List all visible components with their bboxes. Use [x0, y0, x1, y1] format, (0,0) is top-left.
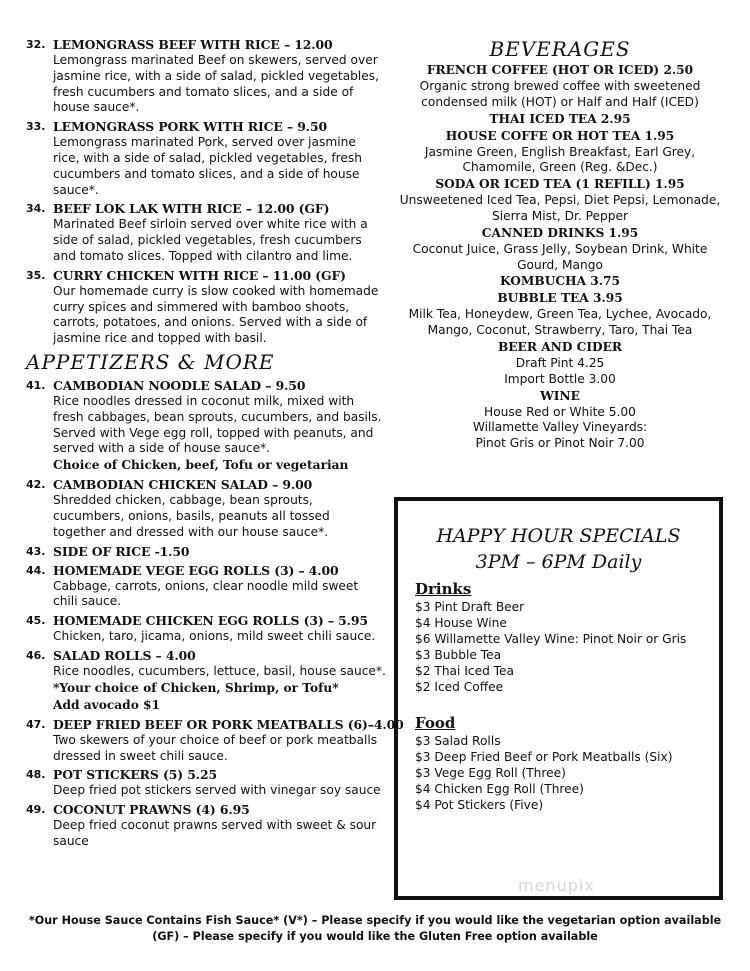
- happy-hour-drink: $4 House Wine: [415, 616, 507, 630]
- item-body: [53, 647, 386, 714]
- beverage-item: [394, 62, 726, 111]
- item-body: [53, 716, 404, 765]
- item-description: Lemongrass marinated Beef on skewers, served over jasmine rice, with a side of salad, pickled vegetables, fresh cucumbers and tomato slices, and a side of house sauce*.: [53, 53, 380, 115]
- item-description: Two skewers of your choice of beef or pork meatballs dressed in sweet chili sauce.: [53, 732, 378, 763]
- happy-hour-drink: $2 Iced Coffee: [415, 680, 504, 694]
- item-option-note: Choice of Chicken, beef, Tofu or vegetarian: [53, 458, 349, 473]
- happy-hour-food: [415, 733, 719, 813]
- item-title: HOMEMADE VEGE EGG ROLLS (3) – 4.00: [53, 562, 339, 578]
- watermark-logo: menupix: [518, 876, 595, 895]
- beverage-description: Organic strong brewed coffee with sweetened: [419, 79, 701, 93]
- item-number: 33.: [26, 120, 46, 134]
- beverage-description: Sierra Mist, Dr. Pepper: [492, 208, 628, 223]
- menu-item: [26, 267, 386, 347]
- item-title: LEMONGRASS BEEF WITH RICE – 12.00: [53, 37, 333, 52]
- menu-item: [26, 562, 386, 611]
- beverage-title: FRENCH COFFEE (HOT OR ICED) 2.50: [426, 63, 694, 77]
- footer-notes: [0, 913, 750, 945]
- happy-hour-title: HAPPY HOUR SPECIALS: [436, 525, 681, 547]
- item-title: CAMBODIAN CHICKEN SALAD – 9.00: [53, 477, 313, 493]
- menu-item: [26, 716, 404, 765]
- beverage-title: CANNED DRINKS 1.95: [481, 225, 639, 240]
- beverage-description: Coconut Juice, Grass Jelly, Soybean Drink, White: [412, 241, 708, 256]
- happy-hour-drink: $6 Willamette Valley Wine: Pinot Noir or Gris: [415, 632, 687, 646]
- item-title: HOMEMADE CHICKEN EGG ROLLS (3) – 5.95: [53, 613, 368, 629]
- beverage-item: [394, 339, 726, 388]
- beverage-item: [394, 176, 726, 225]
- item-body: [53, 118, 386, 198]
- drinks-label: Drinks: [415, 580, 472, 598]
- item-description: Chicken, taro, jicama, onions, mild sweet chili sauce.: [53, 629, 376, 644]
- item-number: 44.: [26, 563, 46, 577]
- item-title: CURRY CHICKEN WITH RICE – 11.00 (GF): [53, 267, 346, 283]
- menu-item: [26, 647, 386, 714]
- beverages-column: [394, 36, 726, 452]
- beverage-description: Willamette Valley Vineyards:: [472, 420, 648, 435]
- beverage-title: KOMBUCHA 3.75: [500, 274, 620, 289]
- beverage-description: Unsweetened Iced Tea, Pepsi, Diet Pepsi, Lemonade,: [399, 193, 721, 208]
- beverage-description: Jasmine Green, English Breakfast, Earl Grey,: [424, 144, 696, 159]
- menu-item: [26, 476, 386, 540]
- beverage-item: [394, 388, 726, 452]
- beverage-item: [394, 225, 726, 274]
- menu-item: [26, 377, 386, 474]
- beverage-title: BUBBLE TEA 3.95: [497, 291, 623, 306]
- item-number: 48.: [26, 768, 46, 782]
- item-number: 46.: [26, 648, 46, 662]
- beverage-item: [394, 273, 726, 290]
- item-description: Shredded chicken, cabbage, bean sprouts, cucumbers, onions, basils, peanuts all tossed together and dressed with our house sauce*.: [53, 493, 330, 539]
- item-description: Lemongrass marinated Pork, served over jasmine rice, with a side of salad, pickled vegetables, fresh cucumbers and tomato slices, and a side of house sauce*.: [53, 135, 362, 197]
- item-number: 35.: [26, 268, 46, 282]
- happy-hour-drink: $3 Bubble Tea: [415, 648, 502, 662]
- footer-note-gluten-free: (GF) – Please specify if you would like the Gluten Free option available: [152, 930, 598, 943]
- item-title: POT STICKERS (5) 5.25: [53, 767, 217, 783]
- item-number: 43.: [26, 544, 46, 558]
- item-number: 49.: [26, 803, 46, 817]
- beverages-heading: BEVERAGES: [489, 37, 631, 61]
- menu-item: [26, 543, 386, 560]
- beverage-title: SODA OR ICED TEA (1 REFILL) 1.95: [435, 177, 685, 192]
- left-column: [26, 36, 404, 852]
- beverage-description: Import Bottle 3.00: [504, 371, 616, 386]
- menu-item: [26, 612, 386, 645]
- item-title: CAMBODIAN NOODLE SALAD – 9.50: [53, 377, 306, 393]
- item-description: Deep fried pot stickers served with vinegar soy sauce: [53, 783, 381, 798]
- beverage-description: Gourd, Mango: [517, 257, 603, 272]
- happy-hour-food-item: $4 Chicken Egg Roll (Three): [415, 782, 584, 796]
- beverage-title: BEER AND CIDER: [497, 339, 623, 354]
- item-number: 47.: [26, 717, 46, 731]
- menu-item: [26, 36, 386, 116]
- happy-hour-food-item: $3 Deep Fried Beef or Pork Meatballs (Six): [415, 750, 673, 764]
- happy-hour-time: 3PM – 6PM Daily: [475, 551, 642, 573]
- beverage-description: Draft Pint 4.25: [515, 355, 605, 370]
- item-body: [53, 377, 386, 474]
- appetizers-heading: APPETIZERS & MORE: [26, 349, 275, 374]
- item-title: LEMONGRASS PORK WITH RICE – 9.50: [53, 119, 328, 135]
- item-description: Cabbage, carrots, onions, clear noodle mild sweet chili sauce.: [53, 578, 359, 609]
- happy-hour-drink: $3 Pint Draft Beer: [415, 600, 525, 614]
- beverage-description: Pinot Gris or Pinot Noir 7.00: [475, 436, 645, 451]
- beverage-description: condensed milk (HOT) or Half and Half (ICED): [421, 94, 699, 109]
- happy-hour-food-item: $3 Salad Rolls: [415, 734, 501, 748]
- beverage-title: WINE: [540, 388, 580, 403]
- beverage-description: House Red or White 5.00: [484, 404, 636, 419]
- item-description: Deep fried coconut prawns served with sweet & sour sauce: [53, 818, 377, 848]
- item-body: [53, 36, 386, 116]
- appetizer-list: [26, 377, 404, 850]
- beverage-item: [394, 111, 726, 128]
- item-addon-note: Add avocado $1: [53, 697, 161, 712]
- item-description: Rice noodles dressed in coconut milk, mixed with fresh cabbages, bean sprouts, cucumbers, and basils. Served with Vege egg roll, topped with peanuts, and served with a side of house sauce*.: [53, 393, 382, 456]
- entree-list: [26, 36, 386, 347]
- item-body: [53, 801, 386, 850]
- item-title: SIDE OF RICE -1.50: [53, 543, 190, 559]
- item-body: [53, 267, 386, 347]
- beverage-description: Chamomile, Green (Reg. &Dec.): [462, 160, 658, 175]
- item-number: 32.: [26, 38, 46, 51]
- footer-note-house-sauce: *Our House Sauce Contains Fish Sauce* (V*) – Please specify if you would like the vegetarian option available: [28, 914, 722, 927]
- food-label: Food: [415, 714, 456, 732]
- item-description: Marinated Beef sirloin served over white rice with a side of salad, pickled vegetables, fresh cucumbers and tomato slices. Topped with cilantro and lime.: [53, 217, 368, 263]
- menu-item: [26, 801, 386, 850]
- item-option-note: *Your choice of Chicken, Shrimp, or Tofu*: [53, 680, 339, 695]
- beverage-item: [394, 128, 726, 177]
- menu-item: [26, 766, 386, 799]
- item-number: 42.: [26, 478, 46, 492]
- item-description: Rice noodles, cucumbers, lettuce, basil, house sauce*.: [53, 663, 386, 678]
- item-number: 41.: [26, 378, 46, 392]
- beverage-description: Mango, Coconut, Strawberry, Taro, Thai Tea: [427, 323, 693, 338]
- happy-hour-food-item: $4 Pot Stickers (Five): [415, 798, 544, 812]
- item-body: [53, 200, 386, 264]
- happy-hour-drinks: [415, 599, 719, 695]
- item-body: [53, 562, 386, 611]
- happy-hour-food-item: $3 Vege Egg Roll (Three): [415, 766, 566, 780]
- item-body: [53, 612, 386, 645]
- menu-item: [26, 118, 386, 198]
- item-title: BEEF LOK LAK WITH RICE – 12.00 (GF): [53, 201, 330, 217]
- item-title: DEEP FRIED BEEF OR PORK MEATBALLS (6)–4.00: [53, 716, 404, 732]
- item-number: 45.: [26, 614, 46, 628]
- beverage-title: HOUSE COFFE OR HOT TEA 1.95: [445, 128, 675, 143]
- item-title: SALAD ROLLS – 4.00: [53, 647, 196, 663]
- menu-item: [26, 200, 386, 264]
- item-description: Our homemade curry is slow cooked with homemade curry spices and simmered with bamboo shoots, carrots, potatoes, and onions. Served with a side of jasmine rice and topped with basil.: [53, 283, 379, 346]
- item-body: [53, 766, 386, 799]
- beverage-item: [394, 290, 726, 339]
- happy-hour-drink: $2 Thai Iced Tea: [415, 664, 515, 678]
- beverage-list: [394, 62, 726, 452]
- beverage-description: Milk Tea, Honeydew, Green Tea, Lychee, Avocado,: [408, 307, 712, 322]
- item-title: COCONUT PRAWNS (4) 6.95: [53, 802, 250, 818]
- happy-hour-box: [394, 497, 723, 900]
- item-body: [53, 543, 386, 560]
- beverage-title: THAI ICED TEA 2.95: [489, 111, 631, 126]
- item-body: [53, 476, 386, 540]
- item-number: 34.: [26, 202, 46, 216]
